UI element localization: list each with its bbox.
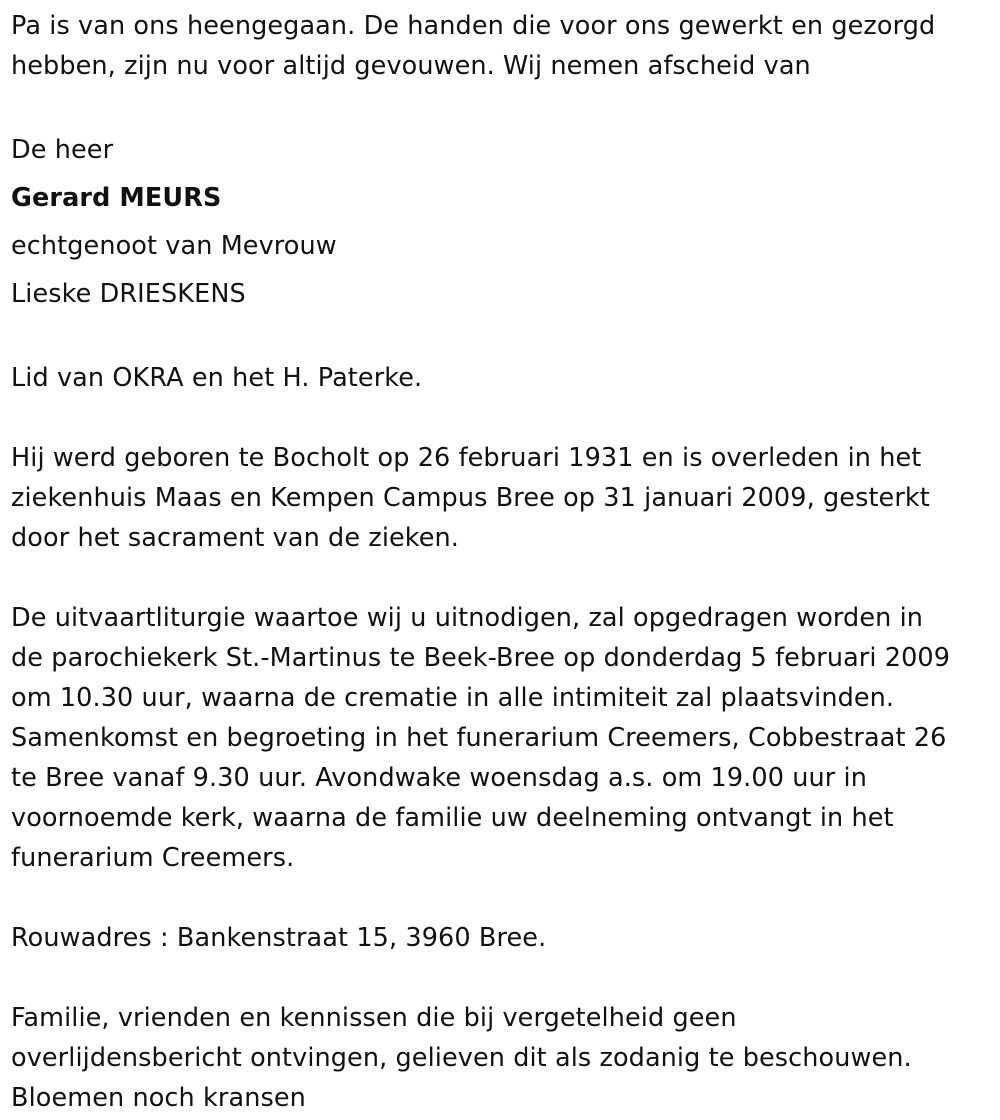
address-paragraph <box>11 918 996 958</box>
funeral-line: de parochiekerk St.-Martinus te Beek-Bree op donderdag 5 februari 2009 <box>11 643 951 673</box>
funeral-line: funerarium Creemers. <box>11 843 295 873</box>
honorific: De heer <box>11 135 114 165</box>
closing-paragraph <box>11 998 996 1118</box>
funeral-line: De uitvaartliturgie waartoe wij u uitnodigen, zal opgedragen worden in <box>11 603 924 633</box>
funeral-paragraph <box>11 598 996 878</box>
mourning-address: Rouwadres : Bankenstraat 15, 3960 Bree. <box>11 923 547 953</box>
birth-death-line: ziekenhuis Maas en Kempen Campus Bree op 31 januari 2009, gesterkt <box>11 483 930 513</box>
intro-line: Pa is van ons heengegaan. De handen die voor ons gewerkt en gezorgd <box>11 11 936 41</box>
spouse-line: echtgenoot van Mevrouw <box>11 231 337 261</box>
intro-line: hebben, zijn nu voor altijd gevouwen. Wij nemen afscheid van <box>11 51 811 81</box>
paragraph-spacer <box>11 86 996 126</box>
deceased-name: Gerard MEURS <box>11 183 222 213</box>
membership-paragraph <box>11 358 996 398</box>
birth-death-line: Hij werd geboren te Bocholt op 26 februari 1931 en is overleden in het <box>11 443 922 473</box>
membership-line: Lid van OKRA en het H. Paterke. <box>11 363 423 393</box>
paragraph-spacer <box>11 878 996 918</box>
paragraph-spacer <box>11 958 996 998</box>
paragraph-spacer <box>11 318 996 358</box>
intro-paragraph <box>11 6 996 86</box>
funeral-line: voornoemde kerk, waarna de familie uw deelneming ontvangt in het <box>11 803 894 833</box>
deceased-block <box>11 126 996 318</box>
funeral-line: Samenkomst en begroeting in het funerarium Creemers, Cobbestraat 26 <box>11 723 947 753</box>
closing-line: Familie, vrienden en kennissen die bij vergetelheid geen <box>11 1003 737 1033</box>
closing-line: Bloemen noch kransen <box>11 1083 306 1113</box>
paragraph-spacer <box>11 558 996 598</box>
birth-death-paragraph <box>11 438 996 558</box>
obituary-notice <box>11 6 996 1118</box>
paragraph-spacer <box>11 398 996 438</box>
funeral-line: om 10.30 uur, waarna de crematie in alle intimiteit zal plaatsvinden. <box>11 683 895 713</box>
spouse-name: Lieske DRIESKENS <box>11 279 246 309</box>
closing-line: overlijdensbericht ontvingen, gelieven dit als zodanig te beschouwen. <box>11 1043 912 1073</box>
funeral-line: te Bree vanaf 9.30 uur. Avondwake woensdag a.s. om 19.00 uur in <box>11 763 868 793</box>
birth-death-line: door het sacrament van de zieken. <box>11 523 460 553</box>
